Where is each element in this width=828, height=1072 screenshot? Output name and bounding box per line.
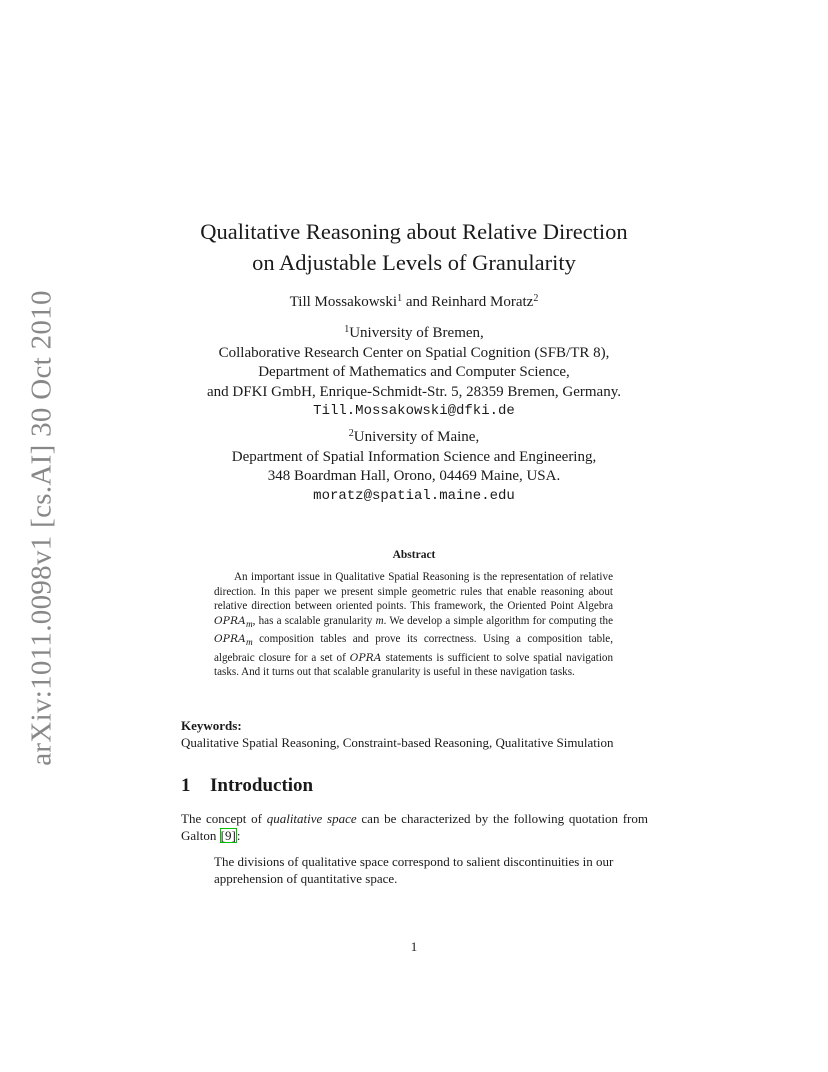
author-1-affiliation-mark: 1 — [397, 293, 403, 304]
affiliation-1-line-3: Department of Mathematics and Computer Science, — [258, 364, 570, 380]
affiliation-1 — [0, 324, 828, 422]
affiliation-1-line-1: University of Bremen, — [349, 325, 484, 341]
affiliation-2-line-3: 348 Boardman Hall, Orono, 04469 Maine, USA. — [267, 468, 561, 484]
keywords-heading: Keywords: — [181, 718, 242, 733]
affiliation-1-email: Till.Mossakowski@dfki.de — [313, 403, 515, 419]
opra-symbol: OPRA — [214, 614, 246, 627]
intro-paragraph: The concept of qualitative space can be characterized by the following quotation from Galton [9]: — [181, 811, 648, 843]
emphasis-qualitative-space: qualitative space — [266, 811, 357, 826]
affiliation-1-line-4: and DFKI GmbH, Enrique-Schmidt-Str. 5, 28359 Bremen, Germany. — [207, 383, 621, 400]
abstract-text: An important issue in Qualitative Spatial Reasoning is the representation of relative direction. In this paper we present simple geometric rules that enable reasoning about relative direction between oriented points. This framework, the Oriented Point Algebra $OPRA_m$, has a scalable granularity m. We develop a simple algorithm for computing the $OPRA_m$ composition tables and prove its correctness. Using a composition table, algebraic closure for a set of OPRA statements is sufficient to solve spatial navigation tasks. And it turns out that scalable granularity is useful in these navigation tasks. — [214, 571, 614, 679]
affiliation-2 — [0, 428, 828, 506]
paper-title — [0, 216, 828, 278]
affiliation-2-email: moratz@spatial.maine.edu — [313, 487, 515, 504]
section-number: 1 — [181, 775, 191, 796]
author-2: Reinhard Moratz — [431, 294, 534, 310]
author-line — [0, 292, 828, 312]
affiliation-2-mark: 2 — [348, 428, 354, 439]
author-2-affiliation-mark: 2 — [533, 293, 539, 304]
page-number: 1 — [410, 939, 418, 954]
affiliation-1-mark: 1 — [344, 324, 350, 335]
keywords-list: Qualitative Spatial Reasoning, Constraint-based Reasoning, Qualitative Simulation — [181, 735, 614, 750]
title-line-1: Qualitative Reasoning about Relative Direction — [200, 219, 628, 244]
opra-symbol: OPRA — [349, 651, 382, 664]
title-line-2: on Adjustable Levels of Granularity — [252, 250, 576, 275]
block-quote: The divisions of qualitative space correspond to salient discontinuities in our apprehension of quantitative space. — [214, 854, 614, 886]
affiliation-2-line-2: Department of Spatial Information Science and Engineering, — [231, 448, 597, 465]
opra-symbol: OPRA — [214, 633, 246, 646]
section-title: Introduction — [210, 775, 314, 796]
author-separator: and — [402, 294, 432, 310]
arxiv-identifier-watermark: arXiv:1011.0098v1 [cs.AI] 30 Oct 2010 — [25, 290, 58, 766]
abstract-heading: Abstract — [392, 549, 436, 561]
affiliation-2-line-1: University of Maine, — [353, 429, 480, 445]
section-heading-introduction — [181, 775, 313, 797]
affiliation-1-line-2: Collaborative Research Center on Spatial Cognition (SFB/TR 8), — [218, 344, 610, 361]
citation-link[interactable]: [9] — [220, 828, 236, 843]
author-1: Till Mossakowski — [289, 294, 398, 310]
